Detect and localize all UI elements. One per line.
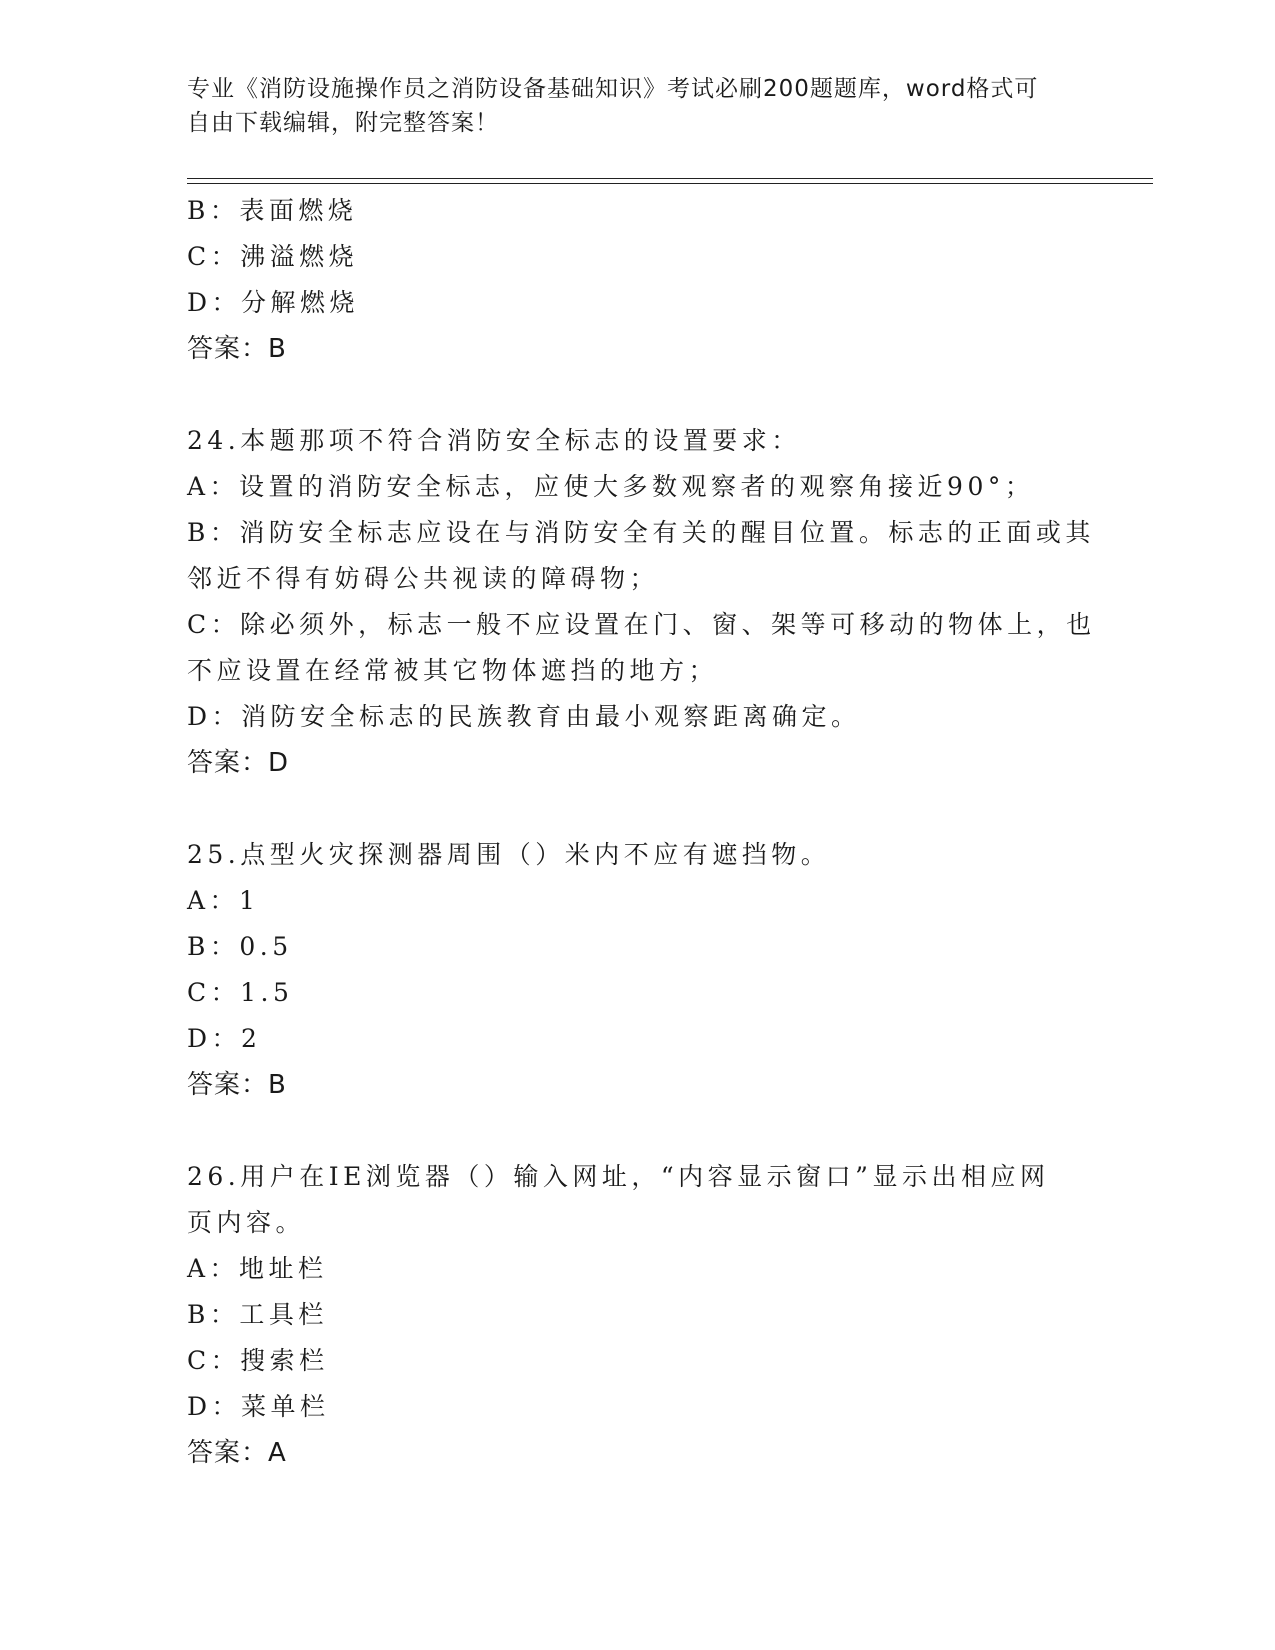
header-divider-bottom: [187, 183, 1153, 184]
header-line-2: 自由下载编辑，附完整答案！: [187, 110, 499, 136]
question-block-23: [187, 188, 1087, 372]
option-c: C：1.5: [187, 978, 294, 1007]
spacer: [187, 786, 1087, 832]
option-b-continued: 邻近不得有妨碍公共视读的障碍物；: [187, 564, 660, 593]
question-block-24: [187, 418, 1096, 786]
option-b: B：工具栏: [187, 1300, 328, 1329]
question-block-26: [187, 1154, 1087, 1476]
question-stem-continued: 页内容。: [187, 1208, 306, 1237]
header-divider-top: [187, 178, 1153, 179]
question-stem: 24.本题那项不符合消防安全标志的设置要求：: [187, 426, 801, 455]
option-a: A：设置的消防安全标志，应使大多数观察者的观察角接近90°；: [187, 472, 1035, 501]
document-header: [187, 72, 1087, 140]
option-c-continued: 不应设置在经常被其它物体遮挡的地方；: [187, 656, 719, 685]
option-d: D：2: [187, 1024, 262, 1053]
spacer: [187, 372, 1087, 418]
option-c: C：搜索栏: [187, 1346, 329, 1375]
option-d: D：分解燃烧: [187, 288, 360, 317]
answer-line: 答案：B: [187, 1070, 287, 1100]
question-stem: 26.用户在IE浏览器（）输入网址，“内容显示窗口”显示出相应网: [187, 1162, 1050, 1191]
question-block-25: [187, 832, 1087, 1108]
option-c: C：沸溢燃烧: [187, 242, 359, 271]
question-list: [187, 188, 1096, 1476]
option-b: B：0.5: [187, 932, 293, 961]
answer-line: 答案：D: [187, 748, 290, 778]
header-line-1: 专业《消防设施操作员之消防设备基础知识》考试必刷200题题库，word格式可: [187, 76, 1039, 102]
option-a: A：1: [187, 886, 260, 915]
option-a: A：地址栏: [187, 1254, 328, 1283]
option-d: D：菜单栏: [187, 1392, 330, 1421]
option-d: D：消防安全标志的民族教育由最小观察距离确定。: [187, 702, 861, 731]
answer-line: 答案：B: [187, 334, 287, 364]
spacer: [187, 1108, 1087, 1154]
option-b: B：表面燃烧: [187, 196, 358, 225]
answer-line: 答案：A: [187, 1438, 287, 1468]
option-c: C：除必须外，标志一般不应设置在门、窗、架等可移动的物体上，也: [187, 610, 1096, 639]
option-b: B：消防安全标志应设在与消防安全有关的醒目位置。标志的正面或其: [187, 518, 1095, 547]
question-stem: 25.点型火灾探测器周围（）米内不应有遮挡物。: [187, 840, 831, 869]
